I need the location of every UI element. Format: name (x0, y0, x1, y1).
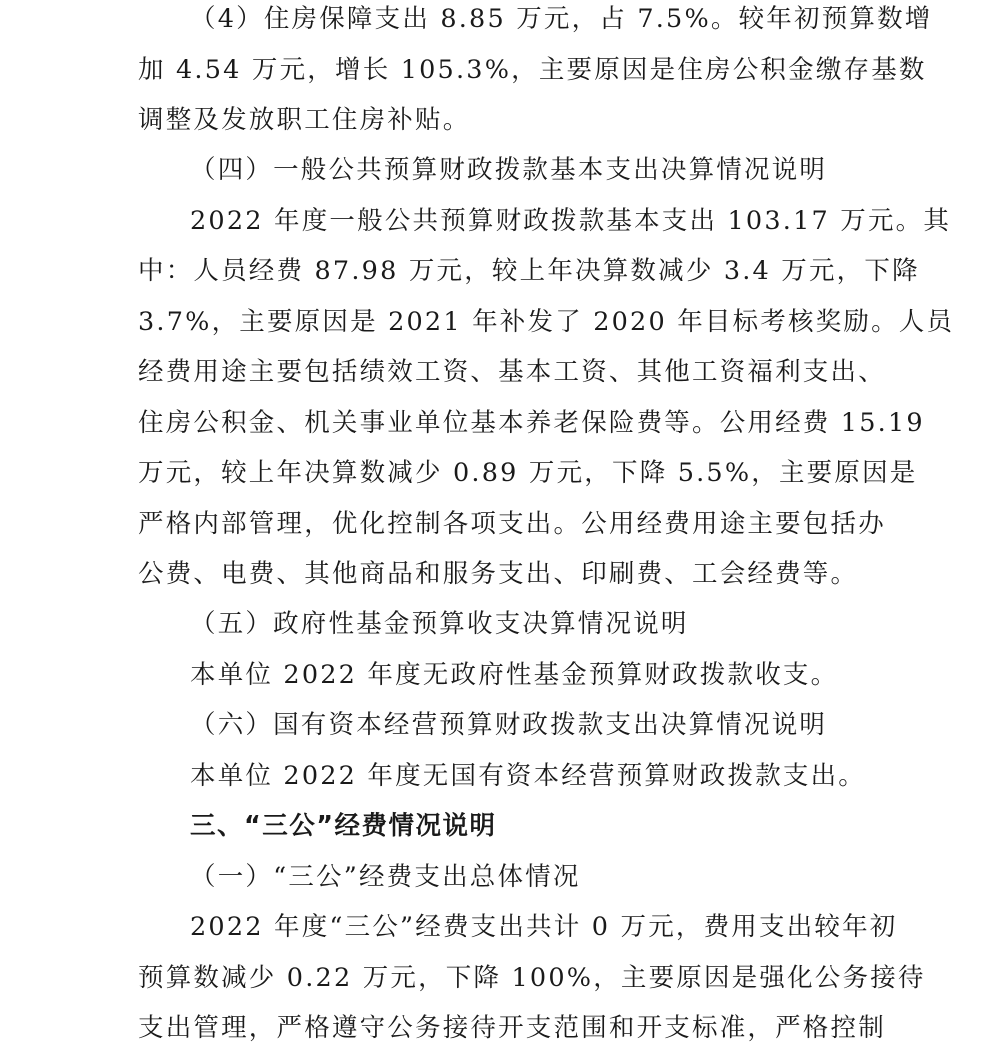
paragraph-line: 公费、电费、其他商品和服务支出、印刷费、工会经费等。 (138, 559, 859, 589)
paragraph-line: 本单位 2022 年度无国有资本经营预算财政拨款支出。 (190, 761, 867, 791)
paragraph-line: 预算数减少 0.22 万元，下降 100%，主要原因是强化公务接待 (138, 963, 926, 993)
paragraph-line: 中：人员经费 87.98 万元，较上年决算数减少 3.4 万元，下降 (138, 256, 920, 286)
chapter-heading: 三、“三公”经费情况说明 (190, 811, 497, 841)
paragraph-line: 住房公积金、机关事业单位基本养老保险费等。公用经费 15.19 (138, 408, 925, 438)
paragraph-line: 3.7%，主要原因是 2021 年补发了 2020 年目标考核奖励。人员 (138, 307, 955, 337)
paragraph-line: 2022 年度一般公共预算财政拨款基本支出 103.17 万元。其 (190, 206, 952, 236)
paragraph-line: 2022 年度“三公”经费支出共计 0 万元，费用支出较年初 (190, 912, 898, 942)
paragraph-line: （4）住房保障支出 8.85 万元，占 7.5%。较年初预算数增 (190, 4, 933, 34)
paragraph-line: 万元，较上年决算数减少 0.89 万元，下降 5.5%，主要原因是 (138, 458, 918, 488)
section-heading: （六）国有资本经营预算财政拨款支出决算情况说明 (190, 710, 828, 740)
paragraph-line: 支出管理，严格遵守公务接待开支范围和开支标准，严格控制 (138, 1013, 886, 1043)
section-heading: （一）“三公”经费支出总体情况 (190, 862, 581, 892)
paragraph-line: 调整及发放职工住房补贴。 (138, 105, 471, 135)
section-heading: （五）政府性基金预算收支决算情况说明 (190, 609, 689, 639)
section-heading: （四）一般公共预算财政拨款基本支出决算情况说明 (190, 155, 828, 185)
paragraph-line: 严格内部管理，优化控制各项支出。公用经费用途主要包括办 (138, 509, 886, 539)
paragraph-line: 经费用途主要包括绩效工资、基本工资、其他工资福利支出、 (138, 357, 886, 387)
paragraph-line: 加 4.54 万元，增长 105.3%，主要原因是住房公积金缴存基数 (138, 55, 927, 85)
paragraph-line: 本单位 2022 年度无政府性基金预算财政拨款收支。 (190, 660, 839, 690)
